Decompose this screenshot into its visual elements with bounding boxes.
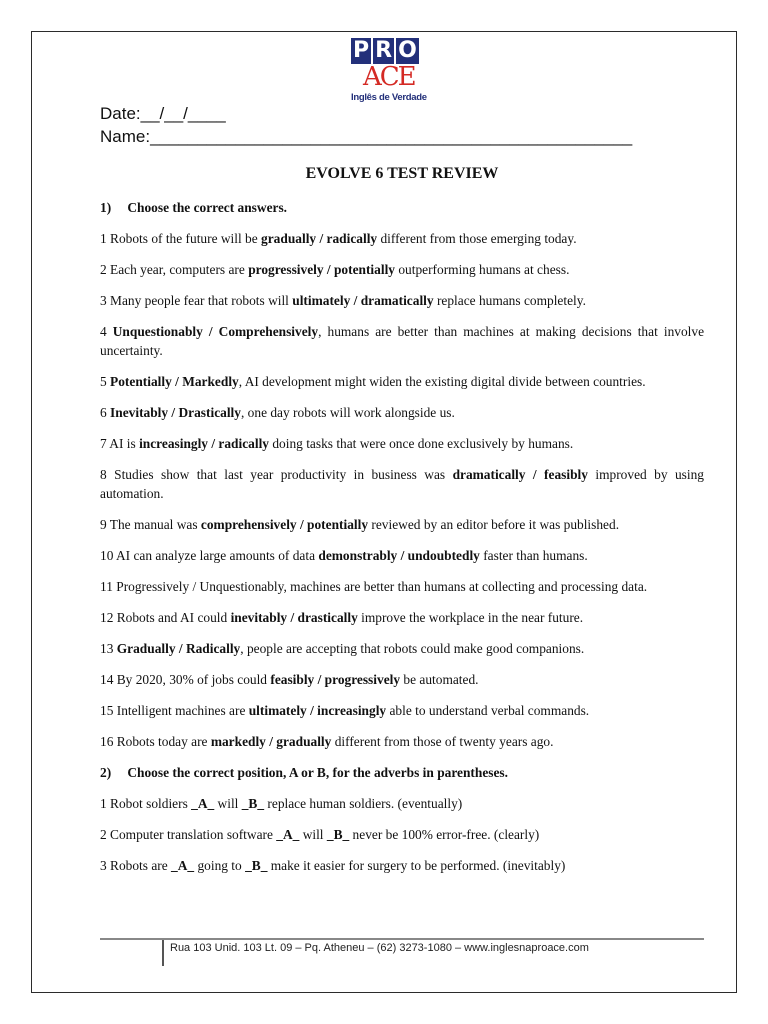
question-text: able to understand verbal commands.: [386, 703, 590, 718]
question-text: 16 Robots today are: [100, 734, 211, 749]
question-text: 14 By 2020, 30% of jobs could: [100, 672, 271, 687]
question-text: doing tasks that were once done exclusively by humans.: [269, 436, 574, 451]
section-1-question-12: [100, 608, 704, 627]
name-field: Name:___________________________________________________: [100, 127, 633, 146]
question-text: be automated.: [400, 672, 479, 687]
question-text: 15 Intelligent machines are: [100, 703, 249, 718]
section-2-question-1: [100, 794, 704, 813]
question-text: , people are accepting that robots could make good companions.: [240, 641, 585, 656]
answer-options: inevitably / drastically: [230, 610, 358, 625]
question-text: will: [214, 796, 242, 811]
section-1-question-13: [100, 639, 704, 658]
answer-options: Unquestionably / Comprehensively: [112, 324, 319, 339]
question-text: reviewed by an editor before it was published.: [368, 517, 620, 532]
section-1-title: Choose the correct answers.: [127, 200, 288, 215]
section-1-question-2: [100, 260, 704, 279]
question-text: 2 Computer translation software: [100, 827, 277, 842]
worksheet-content: [100, 198, 704, 887]
answer-options: _A_: [191, 796, 215, 811]
answer-options: demonstrably / undoubtedly: [318, 548, 480, 563]
answer-options: comprehensively / potentially: [200, 517, 369, 532]
question-text: , humans are better than machines at making decisions that involve uncertainty.: [100, 324, 705, 358]
question-text: 3 Robots are: [100, 858, 172, 873]
question-text: 13: [100, 641, 117, 656]
section-1-question-11: [100, 577, 704, 596]
section-1-items: [100, 229, 704, 751]
answer-options: gradually / radically: [261, 231, 378, 246]
question-text: replace humans completely.: [433, 293, 586, 308]
answer-options: progressively / potentially: [248, 262, 395, 277]
answer-options: ultimately / dramatically: [292, 293, 434, 308]
question-text: outperforming humans at chess.: [395, 262, 570, 277]
section-1-question-16: [100, 732, 704, 751]
question-text: 6: [100, 405, 111, 420]
section-1-question-3: [100, 291, 704, 310]
question-text: make it easier for surgery to be performed. (inevitably): [267, 858, 566, 873]
question-text: different from those emerging today.: [377, 231, 577, 246]
answer-options: _B_: [241, 796, 265, 811]
question-text: 1 Robot soldiers: [100, 796, 192, 811]
section-1-question-10: [100, 546, 704, 565]
answer-options: Gradually / Radically: [116, 641, 241, 656]
question-text: 5: [100, 374, 111, 389]
answer-options: _B_: [326, 827, 350, 842]
question-text: 2 Each year, computers are: [100, 262, 249, 277]
answer-options: Inevitably / Drastically: [110, 405, 241, 420]
answer-options: ultimately / increasingly: [248, 703, 387, 718]
question-text: , AI development might widen the existing digital divide between countries.: [238, 374, 646, 389]
answer-options: dramatically / feasibly: [452, 467, 588, 482]
question-text: different from those of twenty years ago.: [331, 734, 554, 749]
answer-options: _B_: [245, 858, 268, 873]
answer-options: increasingly / radically: [139, 436, 269, 451]
question-text: 8 Studies show that last year productivity in business was: [100, 467, 453, 482]
logo-pro-blocks: [351, 38, 421, 64]
logo-letter: R: [375, 38, 393, 63]
question-text: , one day robots will work alongside us.: [240, 405, 455, 420]
section-1-question-4: [100, 322, 704, 360]
answer-options: Potentially / Markedly: [110, 374, 239, 389]
logo-tagline: Inglês de Verdade: [351, 92, 427, 103]
section-1-question-9: [100, 515, 704, 534]
logo-letter: O: [398, 38, 417, 63]
question-text: improve the workplace in the near future.: [357, 610, 584, 625]
footer-divider: [100, 938, 704, 940]
date-field: Date:__/__/____: [100, 104, 226, 123]
section-1-number: 1): [100, 200, 112, 215]
section-1-question-8: [100, 465, 704, 503]
section-2-number: 2): [100, 765, 112, 780]
section-2-question-3: [100, 856, 704, 875]
question-text: 4: [100, 324, 113, 339]
question-text: 9 The manual was: [100, 517, 201, 532]
question-text: 10 AI can analyze large amounts of data: [100, 548, 319, 563]
question-text: 12 Robots and AI could: [100, 610, 231, 625]
question-text: 1 Robots of the future will be: [100, 231, 262, 246]
question-text: 3 Many people fear that robots will: [100, 293, 293, 308]
section-1-question-6: [100, 403, 704, 422]
section-2-items: [100, 794, 704, 875]
section-2-title: Choose the correct position, A or B, for the adverbs in parentheses.: [127, 765, 508, 780]
question-text: will: [299, 827, 327, 842]
section-1-question-5: [100, 372, 704, 391]
section-1-question-14: [100, 670, 704, 689]
proace-logo: [351, 38, 429, 106]
answer-options: _A_: [171, 858, 195, 873]
footer-address: Rua 103 Unid. 103 Lt. 09 – Pq. Atheneu – (62) 3273-1080 – www.inglesnaproace.com: [170, 942, 589, 954]
question-text: improved by using automation.: [100, 467, 704, 501]
section-2-heading: [100, 763, 704, 782]
question-text: 11 Progressively / Unquestionably, machines are better than humans at collecting and processing data.: [100, 579, 648, 594]
footer-vertical-bar: [162, 940, 164, 966]
logo-letter: P: [353, 38, 370, 63]
section-1-question-7: [100, 434, 704, 453]
page-title: EVOLVE 6 TEST REVIEW: [305, 165, 499, 182]
section-1-question-15: [100, 701, 704, 720]
question-text: replace human soldiers. (eventually): [264, 796, 463, 811]
question-text: 7 AI is: [100, 436, 140, 451]
answer-options: feasibly / progressively: [270, 672, 401, 687]
section-1-question-1: [100, 229, 704, 248]
section-1-heading: [100, 198, 704, 217]
question-text: going to: [194, 858, 246, 873]
question-text: faster than humans.: [479, 548, 588, 563]
answer-options: markedly / gradually: [210, 734, 332, 749]
question-text: never be 100% error-free. (clearly): [349, 827, 540, 842]
answer-options: _A_: [276, 827, 300, 842]
section-2-question-2: [100, 825, 704, 844]
logo-ace-text: ACE: [363, 62, 415, 92]
